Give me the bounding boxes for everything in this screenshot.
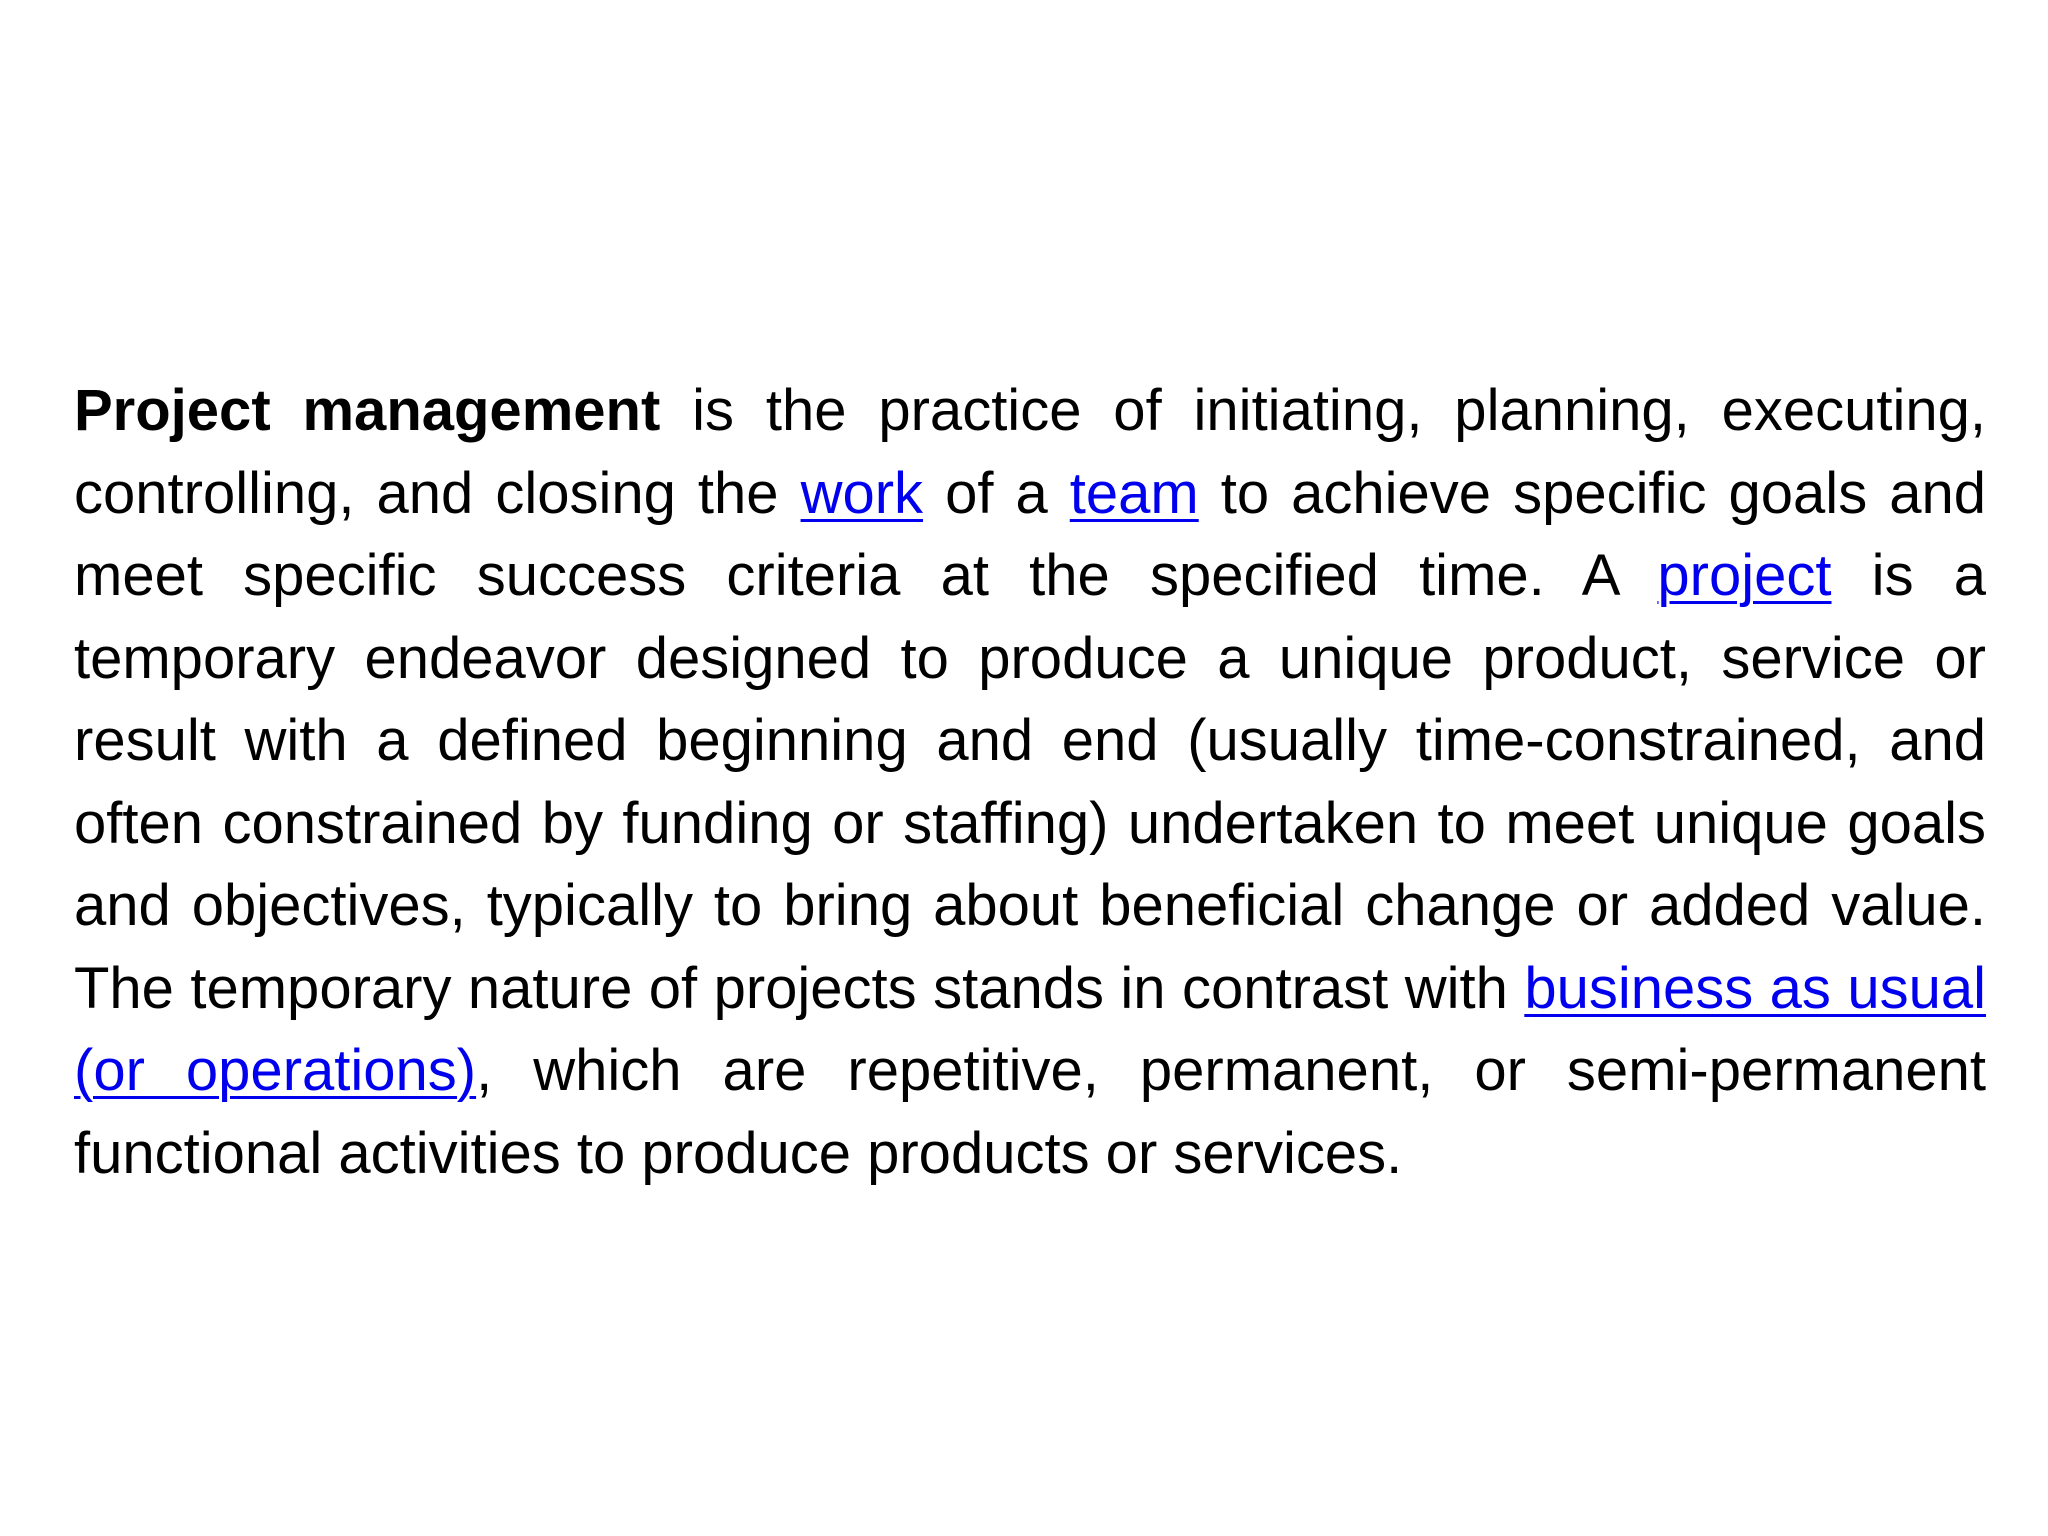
link-business-as-usual[interactable]: business as usual (or operations) (74, 955, 1987, 1103)
paragraph-text-4: is a temporary endeavor designed to produce a unique product, service or result with a defined beginning and end (usually time-constrained, and often constrained by funding or staffing) undertaken to meet unique goals and objectives, typically to bring about beneficial change or added value. The temporary nature of projects stands in contrast with (74, 543, 1987, 1021)
paragraph-text-2: of a (923, 460, 1070, 526)
paragraph-text-1: is the practice of initiating, planning, executing, controlling, and closing the (74, 378, 1986, 526)
link-project[interactable]: project (1657, 543, 1832, 608)
term-project-management: Project management (74, 378, 661, 443)
link-work[interactable]: work (800, 460, 924, 526)
link-team[interactable]: team (1069, 460, 1199, 526)
definition-paragraph (74, 370, 1986, 1195)
paragraph-text-3: to achieve specific goals and meet specific success criteria at the specified time. A (74, 460, 1986, 608)
paragraph-text-5: , which are repetitive, permanent, or semi-permanent functional activities to produce products or services. (74, 1038, 1986, 1186)
